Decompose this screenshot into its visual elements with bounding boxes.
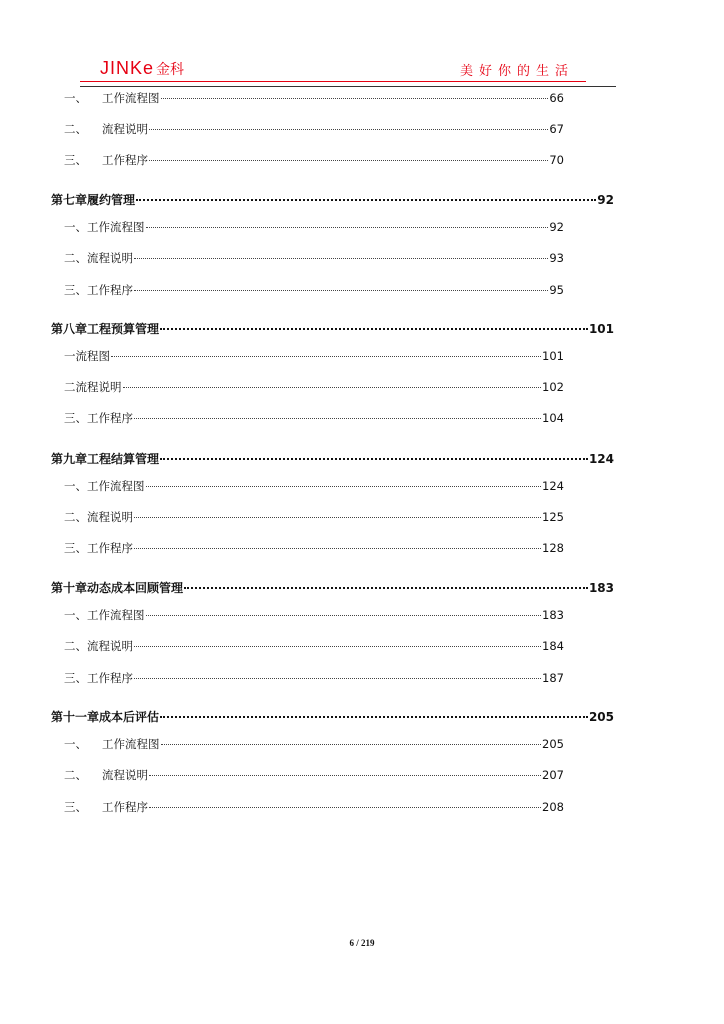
toc-entry[interactable] <box>64 282 564 300</box>
toc-entry-title: 工作程序 <box>102 800 148 814</box>
toc-entry-title: 二、流程说明 <box>64 510 133 524</box>
dot-leader <box>134 418 541 419</box>
toc-entry-title: 一、工作流程图 <box>64 220 145 234</box>
toc-entry-page: 128 <box>542 541 564 555</box>
toc-entry-page: 104 <box>542 411 564 425</box>
dot-leader <box>123 387 542 388</box>
toc-entry[interactable] <box>64 607 564 625</box>
toc-entry-page: 184 <box>542 639 564 653</box>
toc-entry[interactable] <box>64 638 564 656</box>
toc-chapter-8[interactable] <box>51 320 614 338</box>
dot-leader <box>134 258 548 259</box>
toc-entry-title: 三、工作程序 <box>64 411 133 425</box>
toc-chapter-7[interactable] <box>51 191 614 209</box>
toc-entry[interactable] <box>64 219 564 237</box>
toc-entry-title: 流程说明 <box>102 122 148 136</box>
dot-leader <box>134 646 541 647</box>
logo-cn-text: 金科 <box>156 62 185 78</box>
toc-entry-page: 125 <box>542 510 564 524</box>
toc-entry-page: 124 <box>542 479 564 493</box>
toc-entry-title: 二流程说明 <box>64 380 122 394</box>
toc-entry-page: 207 <box>542 768 564 782</box>
dot-leader <box>111 356 541 357</box>
toc-entry-number: 一、 <box>64 91 87 105</box>
toc-chapter-title: 第十一章成本后评估 <box>51 710 160 724</box>
dot-leader <box>136 199 596 201</box>
toc-chapter-page: 92 <box>597 193 614 207</box>
dot-leader <box>134 548 541 549</box>
dot-leader <box>160 458 588 460</box>
toc-entry-title: 一、工作流程图 <box>64 608 145 622</box>
toc-entry-page: 187 <box>542 671 564 685</box>
toc-entry-number: 二、 <box>64 768 87 782</box>
dot-leader <box>146 486 542 487</box>
toc-chapter-page: 101 <box>588 322 614 336</box>
toc-entry[interactable] <box>64 250 564 268</box>
toc-entry[interactable] <box>64 379 564 397</box>
dot-leader <box>160 328 588 330</box>
toc-entry[interactable] <box>64 509 564 527</box>
dot-leader <box>161 98 549 99</box>
dot-leader <box>160 716 588 718</box>
toc-entry[interactable] <box>64 348 564 366</box>
header-slogan: 美好你的生活 <box>460 64 575 79</box>
toc-entry[interactable] <box>64 410 564 428</box>
toc-entry-number: 一、 <box>64 737 87 751</box>
toc-entry-title: 三、工作程序 <box>64 671 133 685</box>
toc-entry-title: 工作流程图 <box>102 91 160 105</box>
toc-chapter-page: 205 <box>588 710 614 724</box>
toc-entry-page: 95 <box>549 283 564 297</box>
dot-leader <box>134 290 548 291</box>
toc-entry-number: 三、 <box>64 153 87 167</box>
dot-leader <box>149 160 548 161</box>
dot-leader <box>149 775 541 776</box>
toc-entry-number: 二、 <box>64 122 87 136</box>
page-number-footer: 6 / 219 <box>349 938 375 948</box>
toc-entry-title: 一流程图 <box>64 349 110 363</box>
toc-entry-title: 二、流程说明 <box>64 251 133 265</box>
toc-entry-page: 205 <box>542 737 564 751</box>
toc-chapter-page: 124 <box>588 452 614 466</box>
toc-entry[interactable] <box>64 540 564 558</box>
toc-entry-page: 102 <box>542 380 564 394</box>
toc-entry-page: 208 <box>542 800 564 814</box>
toc-entry-page: 66 <box>549 91 564 105</box>
toc-entry[interactable] <box>64 670 564 688</box>
toc-entry-number: 三、 <box>64 800 87 814</box>
dot-leader <box>134 517 541 518</box>
toc-entry-title: 流程说明 <box>102 768 148 782</box>
toc-entry-page: 101 <box>542 349 564 363</box>
dot-leader <box>146 227 549 228</box>
dot-leader <box>146 615 542 616</box>
dot-leader <box>184 587 588 589</box>
toc-chapter-11[interactable] <box>51 708 614 726</box>
toc-entry[interactable] <box>64 478 564 496</box>
toc-entry-page: 70 <box>549 153 564 167</box>
dot-leader <box>134 678 541 679</box>
toc-chapter-title: 第八章工程预算管理 <box>51 322 160 336</box>
toc-entry-page: 93 <box>549 251 564 265</box>
toc-entry-page: 67 <box>549 122 564 136</box>
toc-entry-title: 一、工作流程图 <box>64 479 145 493</box>
toc-entry-title: 二、流程说明 <box>64 639 133 653</box>
toc-chapter-title: 第七章履约管理 <box>51 193 136 207</box>
toc-entry[interactable] <box>64 799 564 817</box>
toc-entry-title: 三、工作程序 <box>64 283 133 297</box>
toc-chapter-page: 183 <box>588 581 614 595</box>
toc-entry-title: 三、工作程序 <box>64 541 133 555</box>
toc-entry[interactable] <box>64 121 564 139</box>
dot-leader <box>149 807 541 808</box>
dot-leader <box>149 129 548 130</box>
toc-chapter-title: 第十章动态成本回顾管理 <box>51 581 184 595</box>
dot-leader <box>161 744 542 745</box>
toc-chapter-9[interactable] <box>51 450 614 468</box>
toc-entry[interactable] <box>64 767 564 785</box>
toc-entry[interactable] <box>64 152 564 170</box>
toc-entry-title: 工作程序 <box>102 153 148 167</box>
toc-entry-page: 183 <box>542 608 564 622</box>
toc-chapter-10[interactable] <box>51 579 614 597</box>
logo-latin-text: JINKe <box>100 58 155 78</box>
toc-entry-title: 工作流程图 <box>102 737 160 751</box>
toc-chapter-title: 第九章工程结算管理 <box>51 452 160 466</box>
toc-entry[interactable] <box>64 736 564 754</box>
toc-entry[interactable] <box>64 90 564 108</box>
toc-entry-page: 92 <box>549 220 564 234</box>
